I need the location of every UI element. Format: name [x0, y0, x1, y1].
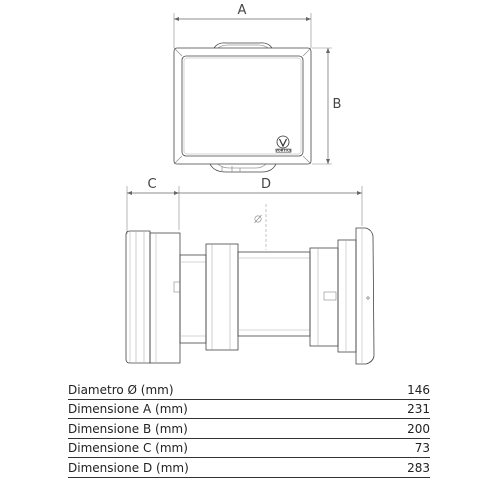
spec-value: 73: [414, 441, 430, 455]
label-d: D: [260, 177, 272, 192]
specifications-table: [68, 380, 430, 478]
table-row: [68, 439, 430, 459]
spec-label: Dimensione D (mm): [68, 460, 189, 475]
label-b: B: [332, 97, 342, 112]
logo-brand-text: VORTICE: [275, 148, 292, 153]
spec-label: Dimensione C (mm): [68, 441, 188, 455]
label-a: A: [237, 3, 247, 18]
spec-value: 231: [407, 402, 430, 416]
label-c: C: [147, 177, 157, 192]
spec-value: 200: [407, 421, 430, 436]
spec-value: 146: [407, 382, 430, 397]
dimension-c: [127, 186, 179, 234]
table-row: [68, 458, 430, 478]
spec-label: Diametro Ø (mm): [68, 382, 174, 397]
spec-value: 283: [407, 460, 430, 475]
front-view: [174, 43, 311, 172]
side-view: [126, 228, 374, 364]
spec-label: Dimensione A (mm): [68, 402, 188, 416]
dimension-diameter: [255, 204, 267, 250]
dimension-b: [312, 48, 332, 164]
table-row: [68, 419, 430, 439]
spec-label: Dimensione B (mm): [68, 421, 188, 436]
dimension-d: [179, 186, 362, 226]
table-row: [68, 380, 430, 400]
table-row: [68, 400, 430, 420]
